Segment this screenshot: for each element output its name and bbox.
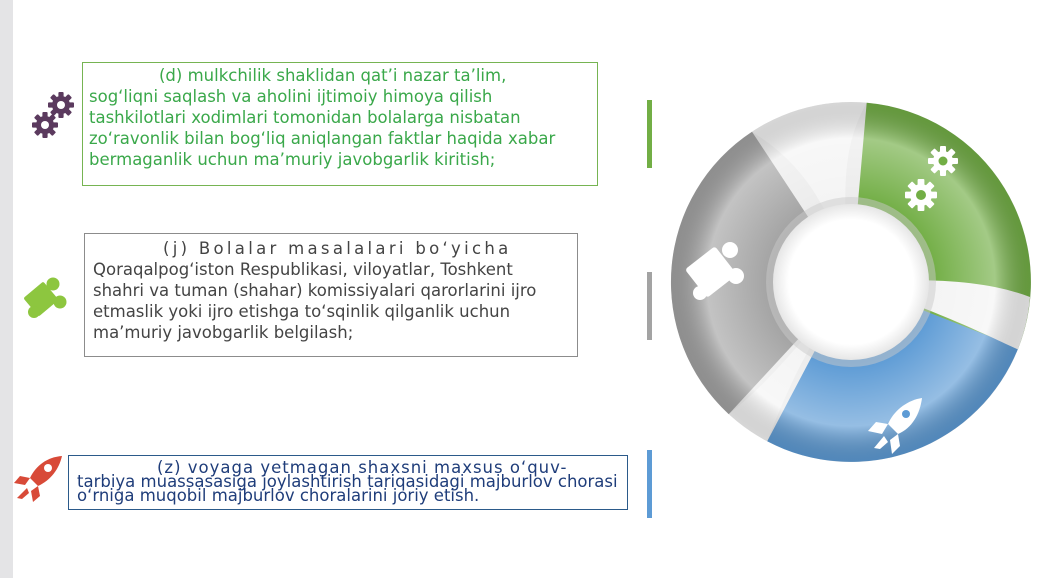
gray-accent-bar <box>647 272 652 340</box>
item-d-first-line: (d) mulkchilik shaklidan qat’i nazar ta’lim, <box>159 66 507 85</box>
blue-accent-bar <box>647 450 652 518</box>
item-d-box <box>82 62 598 186</box>
item-j-box <box>84 233 578 357</box>
center-hole <box>773 204 929 360</box>
puzzle-icon <box>22 272 72 322</box>
item-d-text: sog‘liqni saqlash va aholini ijtimoiy himoya qilish tashkilotlari xodimlari tomonidan bolalarga nisbatan zo‘ravonlik bilan bog‘liq aniqlangan faktlar haqida xabar bermaganlik uchun ma’muriy javobgarlik kiritish; <box>89 87 556 169</box>
item-j-first-line: (j) Bolalar masalalari bo‘yicha <box>163 239 512 258</box>
item-z-first-line: (z) voyaga yetmagan shaxsni maxsus o‘quv- <box>157 458 568 477</box>
green-accent-bar <box>647 100 652 168</box>
item-z-box <box>68 455 628 510</box>
gears-icon <box>30 90 78 140</box>
item-z-text: tarbiya muassasasiga joylashtirish tariqasidagi majburlov chorasi o‘rniga muqobil majburlov choralarini joriy etish. <box>77 472 618 505</box>
item-j-text: Qoraqalpog‘iston Respublikasi, viloyatlar, Toshkent shahri va tuman (shahar) komissiyalari qarorlarini ijro etmaslik yoki ijro etishga to‘sqinlik qilganlik uchun ma’muriy javobgarlik belgilash; <box>93 260 537 342</box>
cycle-ring-diagram <box>660 82 1042 482</box>
rocket-icon <box>10 452 68 504</box>
